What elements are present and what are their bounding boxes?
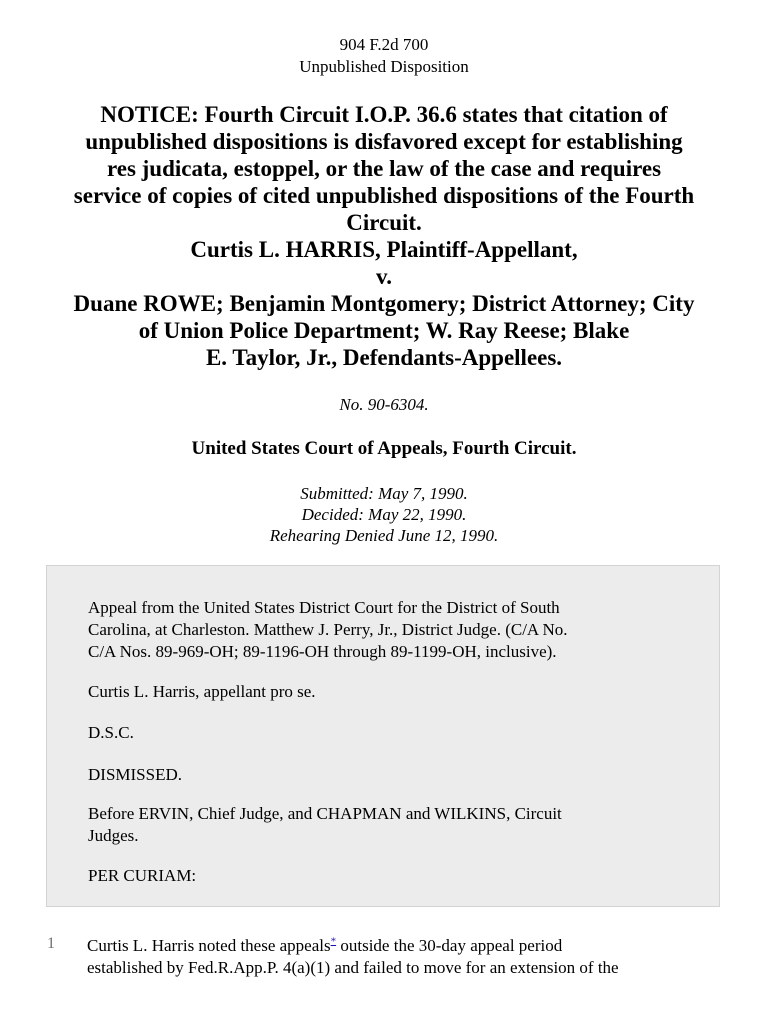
disposition-label: Unpublished Disposition [299,57,469,76]
rehearing-date: Rehearing Denied June 12, 1990. [269,526,499,545]
notice-line: unpublished dispositions is disfavored except for establishing [85,129,683,154]
appeal-line: Appeal from the United States District Court for the District of South [88,598,560,617]
court-name: United States Court of Appeals, Fourth Circuit. [191,438,577,459]
panel-line: Before ERVIN, Chief Judge, and CHAPMAN and WILKINS, Circuit [88,804,562,823]
opinion-paragraph [87,935,727,979]
notice-line: service of copies of cited unpublished dispositions of the Fourth [73,183,695,208]
decided-date: Decided: May 22, 1990. [301,505,467,524]
notice-line: Circuit. [346,210,422,235]
opinion-line: established by Fed.R.App.P. 4(a)(1) and failed to move for an extension of the [87,958,619,977]
case-header-box [46,565,720,907]
reporter-citation: 904 F.2d 700 [339,35,429,54]
lower-court: D.S.C. [88,723,134,742]
notice-line: NOTICE: Fourth Circuit I.O.P. 36.6 states that citation of [100,102,668,127]
per-curiam: PER CURIAM: [88,866,197,885]
defendants-line: of Union Police Department; W. Ray Reese; Blake [138,318,630,343]
appeal-line: C/A Nos. 89-969-OH; 89-1196-OH through 89-1199-OH, inclusive). [88,642,557,661]
case-dates [0,483,768,546]
notice-line: res judicata, estoppel, or the law of the case and requires [106,156,662,181]
citation-block [0,34,768,78]
opinion-text-segment: outside the 30-day appeal period [336,936,563,955]
appeal-from [88,597,678,663]
panel [88,803,678,847]
opinion-text-segment: Curtis L. Harris noted these appeals [87,936,331,955]
plaintiff-name: Curtis L. HARRIS, Plaintiff-Appellant, [190,237,578,262]
appeal-line: Carolina, at Charleston. Matthew J. Perry, Jr., District Judge. (C/A No. [88,620,568,639]
submitted-date: Submitted: May 7, 1990. [300,484,468,503]
disposition-result: DISMISSED. [88,765,182,784]
case-caption [40,101,728,371]
footnote-link[interactable]: * [330,935,337,948]
versus: v. [376,264,392,289]
defendants-line: Duane ROWE; Benjamin Montgomery; District Attorney; City [73,291,695,316]
defendants-line: E. Taylor, Jr., Defendants-Appellees. [205,345,563,370]
panel-line: Judges. [88,826,139,845]
docket-number: No. 90-6304. [339,395,429,414]
counsel: Curtis L. Harris, appellant pro se. [88,682,316,701]
paragraph-number: 1 [47,935,55,952]
opinion-line [87,935,727,957]
